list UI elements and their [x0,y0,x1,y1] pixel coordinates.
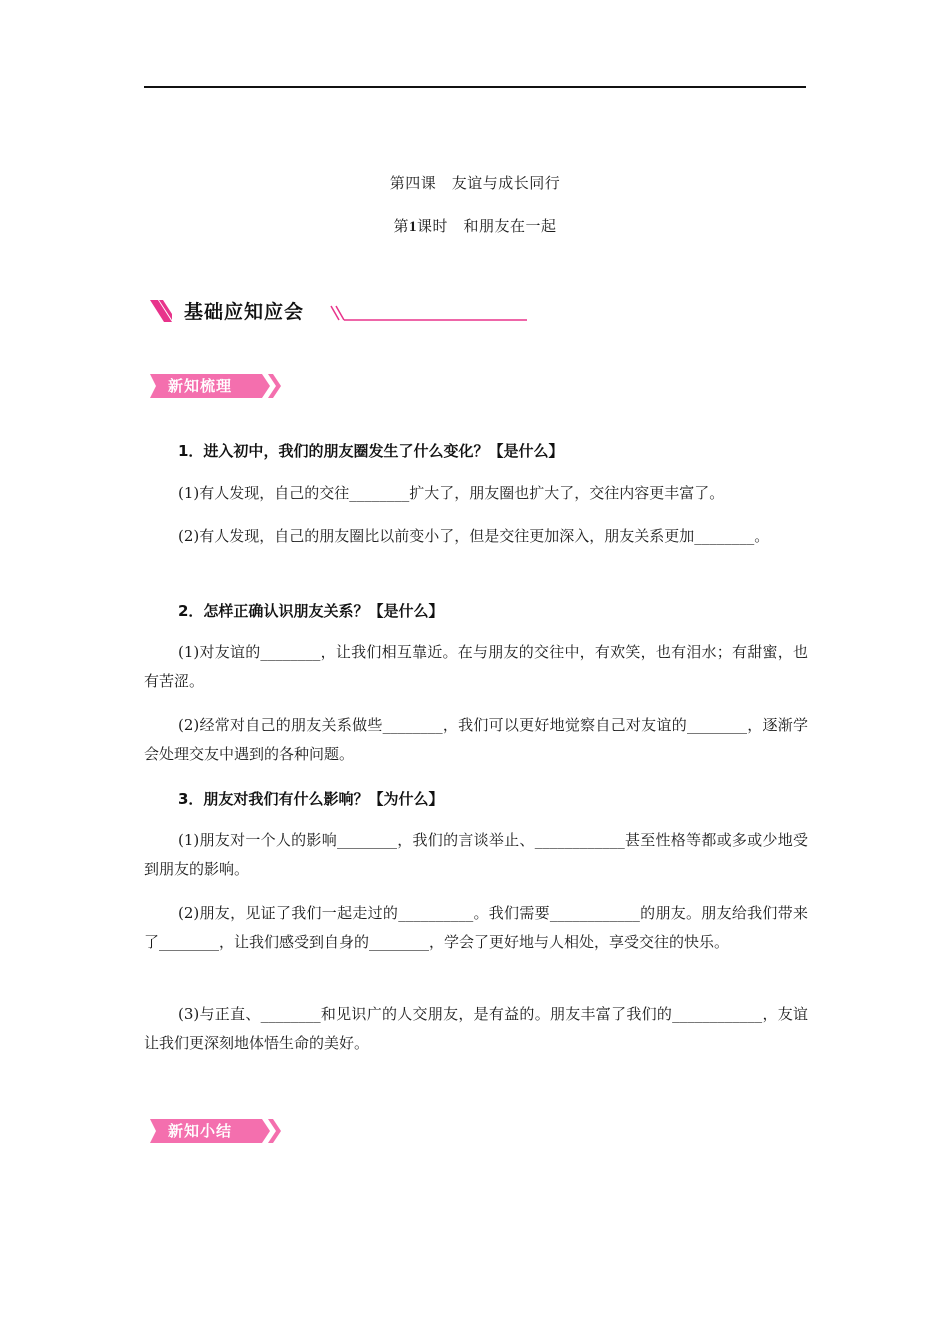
section-header [148,296,548,326]
period-title [0,215,950,236]
question-title: 3．朋友对我们有什么影响？【为什么】 [178,790,444,808]
answer-item: (1)朋友对一个人的影响________，我们的言谈举止、____________甚至性格等都或多或少地受到朋友的影响。 [144,831,808,878]
slash-icon [150,300,172,322]
lesson-title: 第四课 友谊与成长同行 [389,174,561,192]
answer-item: (2)有人发现，自己的朋友圈比以前变小了，但是交往更加深入，朋友关系更加________。 [178,527,770,545]
period-suffix: 课时 和朋友在一起 [417,217,557,235]
answer-item: (1)对友谊的________，让我们相互靠近。在与朋友的交往中，有欢笑，也有泪水；有甜蜜，也有苦涩。 [144,643,808,690]
question-title: 2．怎样正确认识朋友关系？【是什么】 [178,602,444,620]
tag-new-knowledge-summary [150,1119,282,1143]
question-title: 1．进入初中，我们的朋友圈发生了什么变化？【是什么】 [178,442,564,460]
period-prefix: 第 [393,217,409,235]
answer-item: (1)有人发现，自己的交往________扩大了，朋友圈也扩大了，交往内容更丰富了。 [178,484,725,502]
period-number: 1 [409,219,417,235]
tag-label: 新知梳理 [168,377,233,395]
top-rule [144,86,806,88]
tag-label: 新知小结 [168,1122,233,1140]
answer-item: (3)与正直、________和见识广的人交朋友，是有益的。朋友丰富了我们的____________，友谊让我们更深刻地体悟生命的美好。 [144,1005,808,1052]
answer-item: (2)经常对自己的朋友关系做些________，我们可以更好地觉察自己对友谊的________，逐渐学会处理交友中遇到的各种问题。 [144,716,808,763]
answer-item: (2)朋友，见证了我们一起走过的__________。我们需要____________的朋友。朋友给我们带来了________，让我们感受到自身的________，学会了更好地与人相处，享受交往的快乐。 [144,904,808,951]
section-underline-decoration [330,304,530,322]
section-title: 基础应知应会 [184,301,305,323]
tag-new-knowledge-review [150,374,282,398]
